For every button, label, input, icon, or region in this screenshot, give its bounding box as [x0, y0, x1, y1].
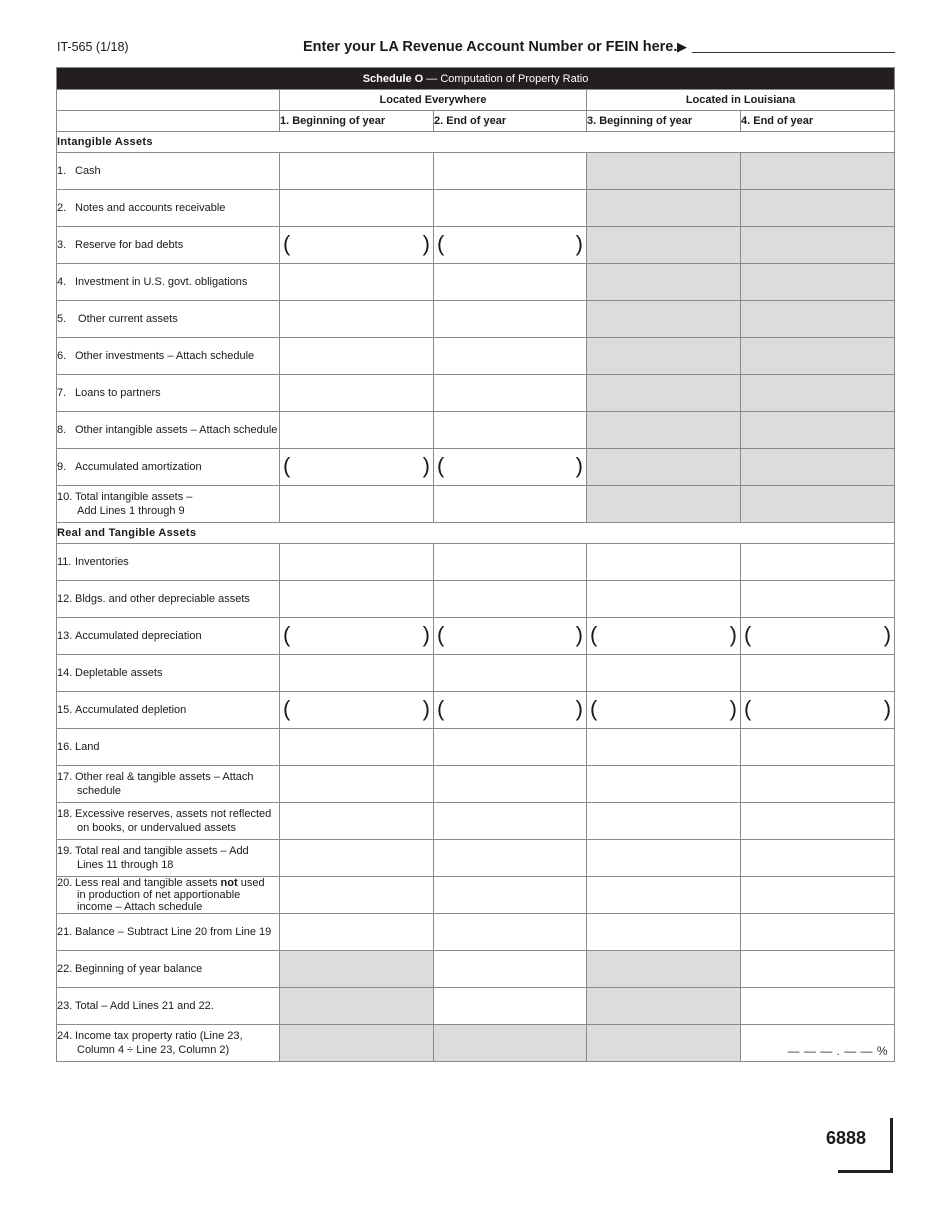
- paren-open: (: [590, 622, 598, 647]
- shaded-cell: [587, 301, 741, 338]
- paren-input-cell[interactable]: [434, 449, 587, 486]
- page-number: 6888: [826, 1128, 867, 1148]
- line-label: 19. Total real and tangible assets – Add Lines 11 through 18: [57, 840, 280, 877]
- line-label: 8. Other intangible assets – Attach schedule: [57, 412, 280, 449]
- line-label: 22. Beginning of year balance: [57, 951, 280, 988]
- input-cell[interactable]: [587, 803, 741, 840]
- input-cell[interactable]: [280, 914, 434, 951]
- shaded-cell: [434, 1025, 587, 1062]
- input-cell[interactable]: [741, 803, 895, 840]
- input-cell[interactable]: [280, 412, 434, 449]
- schedule-o-table: [56, 67, 895, 1062]
- shaded-cell: [741, 412, 895, 449]
- table-row: [57, 877, 895, 914]
- table-row: [57, 1025, 895, 1062]
- input-cell[interactable]: [434, 375, 587, 412]
- input-cell[interactable]: [434, 877, 587, 914]
- table-row: [57, 988, 895, 1025]
- table-row: [57, 301, 895, 338]
- input-cell[interactable]: [587, 729, 741, 766]
- table-row: [57, 412, 895, 449]
- table-row: [57, 692, 895, 729]
- input-cell[interactable]: [741, 877, 895, 914]
- shaded-cell: [280, 1025, 434, 1062]
- table-row: [57, 153, 895, 190]
- paren-open: (: [437, 696, 445, 721]
- input-cell[interactable]: [280, 655, 434, 692]
- paren-open: (: [283, 696, 291, 721]
- table-row: [57, 729, 895, 766]
- shaded-cell: [741, 153, 895, 190]
- corner-mark: [838, 1170, 893, 1173]
- group-located-in-louisiana: Located in Louisiana: [587, 90, 895, 111]
- shaded-cell: [587, 227, 741, 264]
- input-cell[interactable]: [587, 766, 741, 803]
- table-row: [57, 618, 895, 655]
- paren-open: (: [744, 696, 752, 721]
- line-label: 16. Land: [57, 729, 280, 766]
- shaded-cell: [741, 190, 895, 227]
- shaded-cell: [587, 412, 741, 449]
- line-label: 23. Total – Add Lines 21 and 22.: [57, 988, 280, 1025]
- paren-open: (: [437, 231, 445, 256]
- input-cell[interactable]: [280, 581, 434, 618]
- section-real-tangible-assets: Real and Tangible Assets: [57, 523, 895, 544]
- blank-header-cell: [57, 90, 280, 111]
- table-row: [57, 486, 895, 523]
- schedule-title: Schedule O — Computation of Property Ratio: [57, 68, 895, 90]
- shaded-cell: [587, 486, 741, 523]
- line-label: 15. Accumulated depletion: [57, 692, 280, 729]
- input-cell[interactable]: [434, 951, 587, 988]
- paren-input-cell[interactable]: [434, 692, 587, 729]
- paren-input-cell[interactable]: [434, 227, 587, 264]
- shaded-cell: [741, 449, 895, 486]
- line-label: 5. Other current assets: [57, 301, 280, 338]
- section-intangible-assets: Intangible Assets: [57, 132, 895, 153]
- input-cell[interactable]: [434, 914, 587, 951]
- input-cell[interactable]: [280, 877, 434, 914]
- line-label: 17. Other real & tangible assets – Attach schedule: [57, 766, 280, 803]
- input-cell[interactable]: [741, 951, 895, 988]
- line-label: 13. Accumulated depreciation: [57, 618, 280, 655]
- input-cell[interactable]: [280, 338, 434, 375]
- shaded-cell: [741, 486, 895, 523]
- ratio-format: — — — . — — %: [787, 1044, 889, 1058]
- input-cell[interactable]: [741, 581, 895, 618]
- shaded-cell: [587, 951, 741, 988]
- input-cell[interactable]: [280, 153, 434, 190]
- input-cell[interactable]: [587, 914, 741, 951]
- table-row: [57, 581, 895, 618]
- table-row: [57, 544, 895, 581]
- arrow-right-icon: ▶: [677, 39, 687, 54]
- paren-input-cell[interactable]: [434, 618, 587, 655]
- table-row: [57, 655, 895, 692]
- input-cell[interactable]: [280, 264, 434, 301]
- table-row: [57, 338, 895, 375]
- paren-close: ): [729, 622, 737, 647]
- paren-close: ): [422, 622, 430, 647]
- input-cell[interactable]: [587, 544, 741, 581]
- group-located-everywhere: Located Everywhere: [280, 90, 587, 111]
- line-label: 24. Income tax property ratio (Line 23, Column 4 ÷ Line 23, Column 2): [57, 1025, 280, 1062]
- line-label: 9. Accumulated amortization: [57, 449, 280, 486]
- paren-close: ): [422, 696, 430, 721]
- input-cell[interactable]: [434, 729, 587, 766]
- paren-open: (: [283, 622, 291, 647]
- input-cell[interactable]: [280, 190, 434, 227]
- paren-input-cell[interactable]: [587, 692, 741, 729]
- shaded-cell: [741, 264, 895, 301]
- shaded-cell: [587, 988, 741, 1025]
- line-label: 1. Cash: [57, 153, 280, 190]
- table-row: [57, 264, 895, 301]
- paren-input-cell[interactable]: [280, 618, 434, 655]
- fein-input-line[interactable]: [692, 52, 895, 53]
- table-row: [57, 766, 895, 803]
- shaded-cell: [741, 338, 895, 375]
- line-label: 3. Reserve for bad debts: [57, 227, 280, 264]
- table-row: [57, 375, 895, 412]
- input-cell[interactable]: [741, 914, 895, 951]
- paren-close: ): [883, 696, 892, 721]
- paren-input-cell[interactable]: [741, 618, 895, 655]
- paren-open: (: [283, 453, 291, 478]
- table-row: [57, 914, 895, 951]
- paren-close: ): [883, 622, 892, 647]
- input-cell[interactable]: [434, 190, 587, 227]
- col-1-header: 1. Beginning of year: [280, 111, 434, 132]
- paren-close: ): [575, 231, 583, 256]
- shaded-cell: [587, 153, 741, 190]
- input-cell[interactable]: [434, 153, 587, 190]
- shaded-cell: [280, 988, 434, 1025]
- line-label: 12. Bldgs. and other depreciable assets: [57, 581, 280, 618]
- col-2-header: 2. End of year: [434, 111, 587, 132]
- paren-close: ): [575, 622, 583, 647]
- line-label: 6. Other investments – Attach schedule: [57, 338, 280, 375]
- shaded-cell: [587, 338, 741, 375]
- shaded-cell: [587, 190, 741, 227]
- line-label: 20. Less real and tangible assets not used in production of net apportionable income – Attach schedule: [57, 877, 280, 914]
- input-cell[interactable]: [280, 803, 434, 840]
- input-cell[interactable]: [741, 655, 895, 692]
- line-label: 2. Notes and accounts receivable: [57, 190, 280, 227]
- table-row: [57, 803, 895, 840]
- table-row: [57, 840, 895, 877]
- paren-close: ): [575, 696, 583, 721]
- table-row: [57, 227, 895, 264]
- input-cell[interactable]: [280, 544, 434, 581]
- input-cell[interactable]: [741, 766, 895, 803]
- input-cell[interactable]: [280, 375, 434, 412]
- form-number: IT-565 (1/18): [57, 40, 129, 54]
- line-label: 7. Loans to partners: [57, 375, 280, 412]
- input-cell[interactable]: [280, 766, 434, 803]
- input-cell[interactable]: [280, 840, 434, 877]
- input-cell[interactable]: [741, 840, 895, 877]
- input-cell[interactable]: [434, 766, 587, 803]
- paren-open: (: [437, 453, 445, 478]
- paren-close: ): [422, 453, 430, 478]
- input-cell[interactable]: [587, 877, 741, 914]
- paren-open: (: [590, 696, 598, 721]
- input-cell[interactable]: [280, 486, 434, 523]
- shaded-cell: [587, 449, 741, 486]
- paren-close: ): [729, 696, 737, 721]
- paren-open: (: [437, 622, 445, 647]
- col-4-header: 4. End of year: [741, 111, 895, 132]
- shaded-cell: [587, 375, 741, 412]
- input-cell[interactable]: [280, 301, 434, 338]
- input-cell[interactable]: [434, 412, 587, 449]
- shaded-cell: [741, 301, 895, 338]
- table-row: [57, 449, 895, 486]
- input-cell[interactable]: [587, 581, 741, 618]
- input-cell[interactable]: [434, 988, 587, 1025]
- line-label: 14. Depletable assets: [57, 655, 280, 692]
- line-label: 11. Inventories: [57, 544, 280, 581]
- input-cell[interactable]: [434, 486, 587, 523]
- shaded-cell: [741, 227, 895, 264]
- paren-close: ): [575, 453, 583, 478]
- line-label: 18. Excessive reserves, assets not reflected on books, or undervalued assets: [57, 803, 280, 840]
- shaded-cell: [280, 951, 434, 988]
- input-cell[interactable]: [434, 544, 587, 581]
- col-3-header: 3. Beginning of year: [587, 111, 741, 132]
- input-cell[interactable]: [434, 655, 587, 692]
- table-row: [57, 190, 895, 227]
- shaded-cell: [587, 1025, 741, 1062]
- paren-input-cell[interactable]: [741, 692, 895, 729]
- input-cell[interactable]: [434, 581, 587, 618]
- shaded-cell: [587, 264, 741, 301]
- input-cell[interactable]: [741, 988, 895, 1025]
- input-cell[interactable]: [280, 729, 434, 766]
- fein-label: Enter your LA Revenue Account Number or FEIN here.: [303, 39, 678, 55]
- input-cell[interactable]: [741, 729, 895, 766]
- paren-open: (: [283, 231, 291, 256]
- ratio-input-cell[interactable]: [741, 1025, 895, 1062]
- paren-input-cell[interactable]: [280, 227, 434, 264]
- input-cell[interactable]: [587, 840, 741, 877]
- input-cell[interactable]: [587, 655, 741, 692]
- line-label: 21. Balance – Subtract Line 20 from Line 19: [57, 914, 280, 951]
- line-label: 10. Total intangible assets – Add Lines 1 through 9: [57, 486, 280, 523]
- paren-input-cell[interactable]: [280, 449, 434, 486]
- blank-header-cell: [57, 111, 280, 132]
- paren-input-cell[interactable]: [587, 618, 741, 655]
- input-cell[interactable]: [434, 803, 587, 840]
- shaded-cell: [741, 375, 895, 412]
- input-cell[interactable]: [434, 301, 587, 338]
- table-row: [57, 951, 895, 988]
- input-cell[interactable]: [434, 264, 587, 301]
- input-cell[interactable]: [434, 840, 587, 877]
- paren-close: ): [422, 231, 430, 256]
- line-label: 4. Investment in U.S. govt. obligations: [57, 264, 280, 301]
- paren-open: (: [744, 622, 752, 647]
- corner-mark: [890, 1118, 893, 1173]
- input-cell[interactable]: [434, 338, 587, 375]
- input-cell[interactable]: [741, 544, 895, 581]
- paren-input-cell[interactable]: [280, 692, 434, 729]
